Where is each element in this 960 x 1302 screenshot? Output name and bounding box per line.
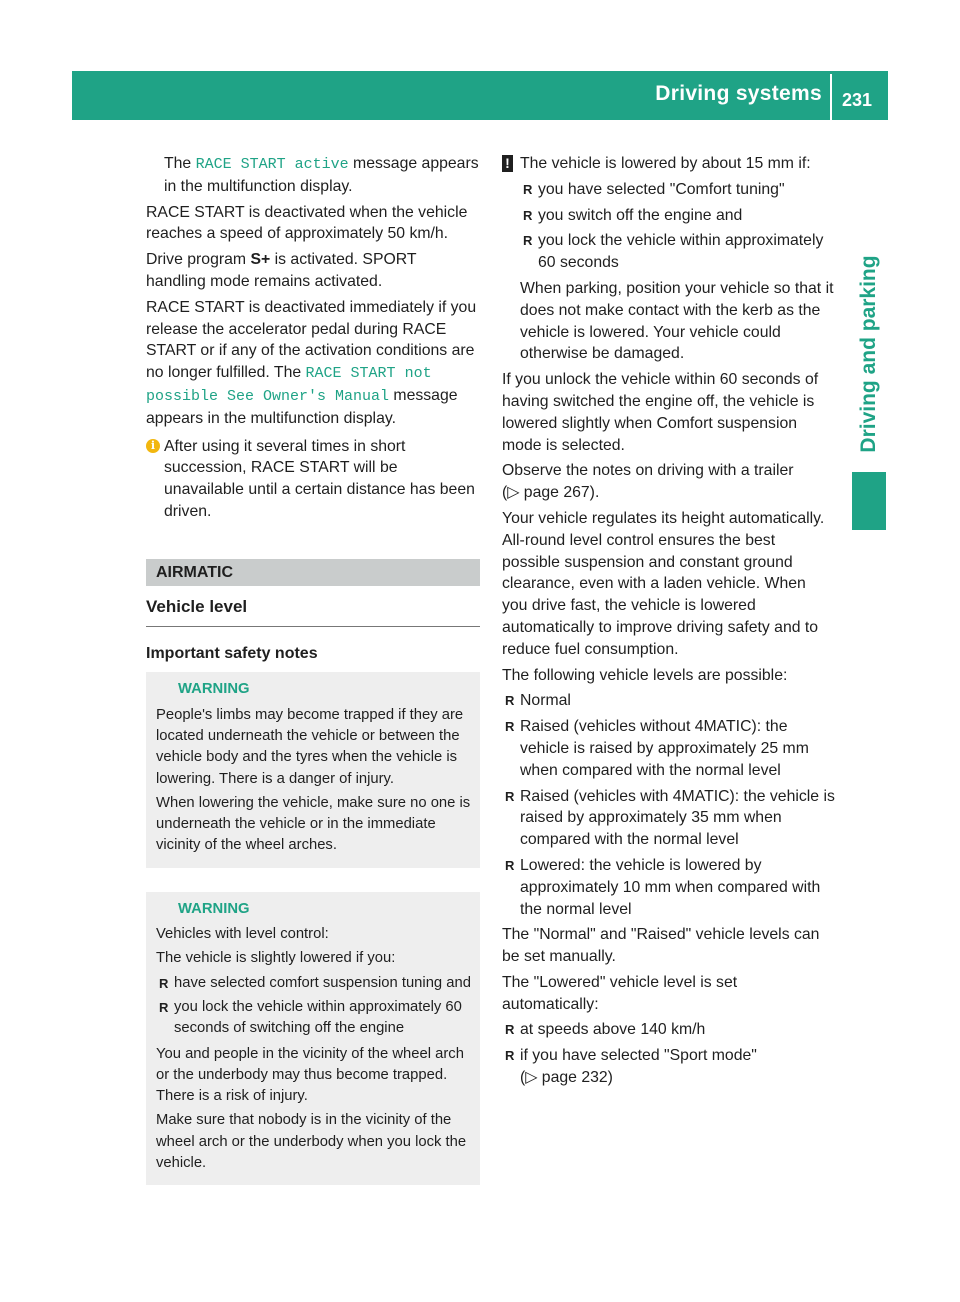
exclamation-icon: !: [502, 155, 513, 172]
list-item: R you lock the vehicle within approximately 60 seconds: [520, 230, 835, 274]
info-note: i After using it several times in short succession, RACE START will be unavailable until a certain distance has been driven.: [146, 436, 480, 523]
paragraph: RACE START is deactivated immediately if you release the accelerator pedal during RACE START or if any of the activation conditions are no longer fulfilled. The RACE START not possible See Owner's Manual message appears in the multifunction display.: [146, 298, 477, 427]
display-message-race-start-active: RACE START active: [195, 156, 349, 173]
paragraph: The "Normal" and "Raised" vehicle levels can be set manually.: [502, 926, 820, 966]
side-tab-marker: [852, 472, 886, 530]
warning-heading: WARNING: [156, 679, 472, 700]
warning-heading: WARNING: [156, 899, 472, 920]
right-column: [502, 153, 835, 1093]
list-item: R Lowered: the vehicle is lowered by approximately 10 mm when compared with the normal level: [502, 855, 835, 920]
display-message-not-possible: RACE START not possible See Owner's Manual: [146, 365, 432, 405]
paragraph: Observe the notes on driving with a trailer (▷ page 267).: [502, 462, 794, 502]
safety-notes-heading: Important safety notes: [146, 644, 318, 662]
list-item: R Raised (vehicles with 4MATIC): the vehicle is raised by approximately 35 mm when compared with the normal level: [502, 786, 835, 851]
page-reference: (▷ page 232): [520, 1069, 613, 1087]
list-item: R Raised (vehicles without 4MATIC): the vehicle is raised by approximately 25 mm when compared with the normal level: [502, 716, 835, 781]
side-tab: [852, 238, 886, 470]
vehicle-levels-list: [502, 690, 835, 920]
side-tab-label: Driving and parking: [857, 255, 880, 453]
paragraph: The "Lowered" vehicle level is set automatically:: [502, 973, 738, 1013]
left-column: [146, 153, 480, 1199]
list-item: R have selected comfort suspension tuning and: [156, 973, 472, 994]
caution-list: [520, 179, 835, 274]
list-item: R you have selected "Comfort tuning": [520, 179, 835, 201]
caution-note: ! The vehicle is lowered by about 15 mm if: R you have selected "Comfort tuning" R you switch off the engine and R you lock the vehicle within approximately 60 seconds When parking, position your vehicle so that it does not make contact with the kerb as the vehicle is lowered. Your vehicle could otherwise be damaged.: [502, 153, 835, 365]
list-item: R you switch off the engine and: [520, 205, 835, 227]
warning-box: WARNING Vehicles with level control: The vehicle is slightly lowered if you: R have selected comfort suspension tuning and R you lock the vehicle within approximately 60 seconds of switching off the engine You and people in the vicinity of the wheel arch or the underbody may thus become trapped. There is a risk of injury. Make sure that nobody is in the vicinity of the wheel arch or the underbody when you lock the vehicle.: [146, 892, 480, 1186]
warning-box: WARNING People's limbs may become trapped if they are located underneath the vehicle or between the vehicle body and the tyres when the vehicle is lowering. There is a danger of injury. When lowering the vehicle, make sure no one is underneath the vehicle or in the immediate vicinity of the wheel arches.: [146, 672, 480, 867]
paragraph: The following vehicle levels are possible:: [502, 666, 788, 684]
auto-lower-list: [502, 1019, 835, 1088]
paragraph: RACE START is deactivated when the vehicle reaches a speed of approximately 50 km/h.: [146, 203, 468, 243]
page-number: 231: [842, 90, 873, 110]
section-heading: AIRMATIC: [146, 559, 480, 586]
list-item: R Normal: [502, 690, 835, 712]
paragraph: Drive program S+ is activated. SPORT handling mode remains activated.: [146, 251, 417, 290]
list-item: R at speeds above 140 km/h: [502, 1019, 835, 1041]
paragraph: If you unlock the vehicle within 60 seconds of having switched the engine off, the vehicle is lowered slightly when Comfort suspension mode is selected.: [502, 371, 819, 454]
race-start-intro: The RACE START active message appears in the multifunction display.: [164, 155, 479, 195]
page-reference: (▷ page 267).: [502, 484, 600, 502]
paragraph: Your vehicle regulates its height automatically. All-round level control ensures the best possible suspension and constant ground clearance, even with a laden vehicle. When you drive fast, the vehicle is lowered automatically to improve driving safety and to reduce fuel consumption.: [502, 509, 825, 658]
header-divider: [830, 74, 832, 120]
warning-list: [156, 973, 472, 1040]
list-item: R you lock the vehicle within approximately 60 seconds of switching off the engine: [156, 997, 472, 1040]
info-icon: i: [146, 439, 160, 453]
subsection-heading: Vehicle level: [146, 596, 480, 627]
list-item: R if you have selected "Sport mode" (▷ page 232): [502, 1045, 835, 1089]
page-section-title: Driving systems: [655, 82, 822, 105]
